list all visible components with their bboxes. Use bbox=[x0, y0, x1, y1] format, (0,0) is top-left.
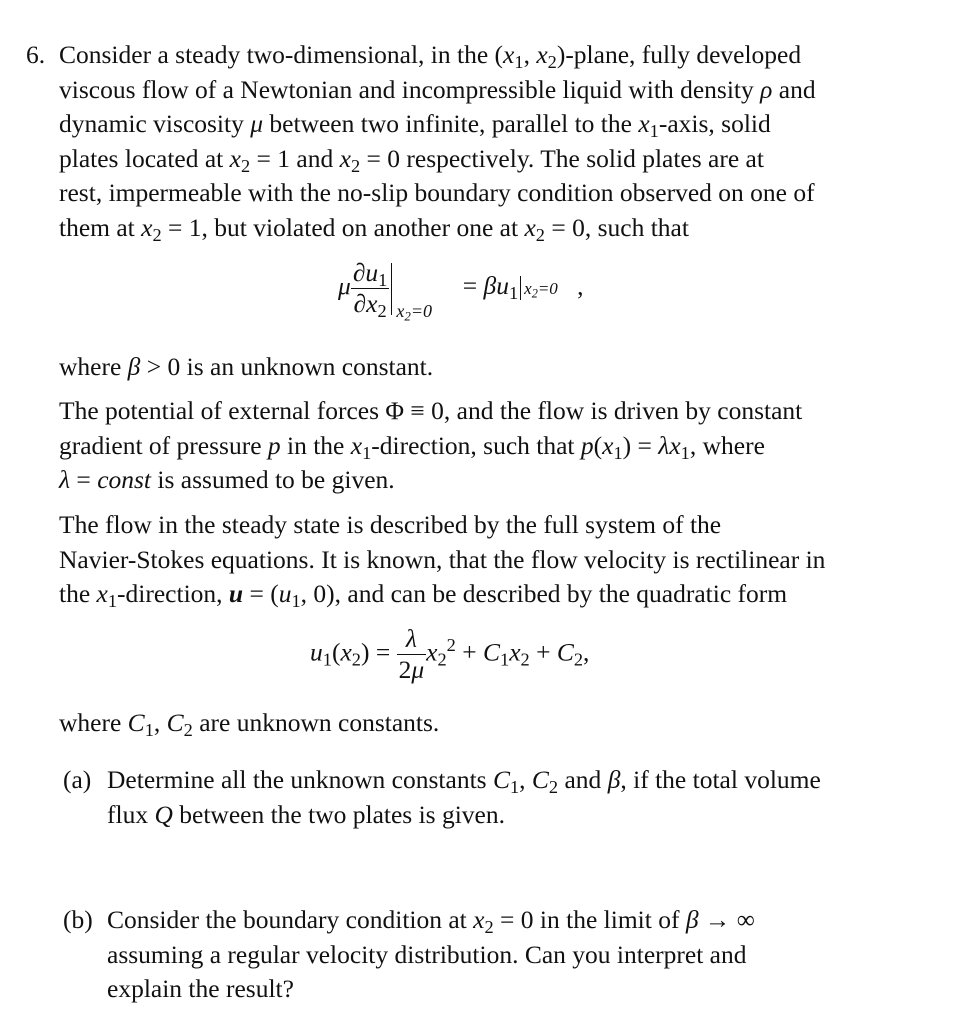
lambda-over-two-mu-fraction: $\frac{\lambda}{2\mu}$ bbox=[398, 624, 425, 684]
part-a-line-2: flux Q between the two plates is given. bbox=[107, 799, 505, 829]
part-b-text bbox=[107, 903, 907, 1007]
constants-note: where $C_1$, $C_2$ are unknown constants. bbox=[59, 708, 440, 741]
intro-line-3: dynamic viscosity μ between two infinite, parallel to the $x_1$-axis, solid bbox=[59, 109, 771, 142]
navier-line-1: The flow in the steady state is described by the full system of the bbox=[59, 510, 722, 539]
navier-line-2: Navier-Stokes equations. It is known, that the flow velocity is rectilinear in bbox=[59, 544, 826, 574]
potential-line-1: The potential of external forces Φ ≡ 0, and the flow is driven by constant bbox=[59, 396, 803, 425]
evaluation-bar: $x_2=0$ bbox=[391, 263, 452, 315]
part-b-line-2: assuming a regular velocity distribution. Can you interpret and bbox=[107, 939, 747, 969]
intro-paragraph bbox=[59, 38, 919, 245]
intro-line-1: Consider a steady two-dimensional, in the ($x_1$, $x_2$)-plane, fully developed bbox=[59, 40, 802, 73]
navier-line-3: the $x_1$-direction, $u = (u_1$, 0), and can be described by the quadratic form bbox=[59, 579, 788, 612]
problem-number: 6. bbox=[26, 40, 46, 69]
boundary-condition-equation: μ $\frac{\partial u_1}{\partial x_2}$ $x_2=0$ = $\beta u_1$ $x_2=0$ , bbox=[338, 258, 584, 324]
potential-line-3: λ = const is assumed to be given. bbox=[59, 465, 395, 494]
part-a-text bbox=[107, 763, 907, 832]
part-b-label: (b) bbox=[63, 905, 93, 934]
potential-paragraph bbox=[59, 394, 919, 498]
intro-line-5: rest, impermeable with the no-slip boundary condition observed on one of bbox=[59, 178, 815, 207]
part-b-line-3: explain the result? bbox=[107, 974, 294, 1003]
part-b-line-1: Consider the boundary condition at $x_2 = 0$ in the limit of β → ∞ bbox=[107, 905, 755, 938]
intro-line-6: them at $x_2 = 1$, but violated on another one at $x_2 = 0$, such that bbox=[59, 212, 689, 245]
intro-line-2: viscous flow of a Newtonian and incompressible liquid with density ρ and bbox=[59, 74, 816, 104]
navier-stokes-paragraph bbox=[59, 508, 919, 612]
part-a-label: (a) bbox=[63, 765, 92, 794]
evaluation-bar: $x_2=0$ bbox=[520, 276, 577, 300]
partial-derivative-fraction: $\frac{\partial u_1}{\partial x_2}$ bbox=[352, 258, 388, 322]
beta-note: where β > 0 is an unknown constant. bbox=[59, 352, 434, 381]
part-a-line-1: Determine all the unknown constants $C_1$, $C_2$ and β, if the total volume bbox=[107, 765, 821, 798]
intro-line-4: plates located at $x_2 = 1$ and $x_2 = 0$ respectively. The solid plates are at bbox=[59, 143, 764, 176]
potential-line-2: gradient of pressure p in the $x_1$-direction, such that $p(x_1) = \lambda x_1$, where bbox=[59, 430, 765, 463]
velocity-equation: $u_1(x_2)$ = $\frac{\lambda}{2\mu}$ $x_2^2 + C_1x_2 + C_2$, bbox=[310, 624, 590, 684]
